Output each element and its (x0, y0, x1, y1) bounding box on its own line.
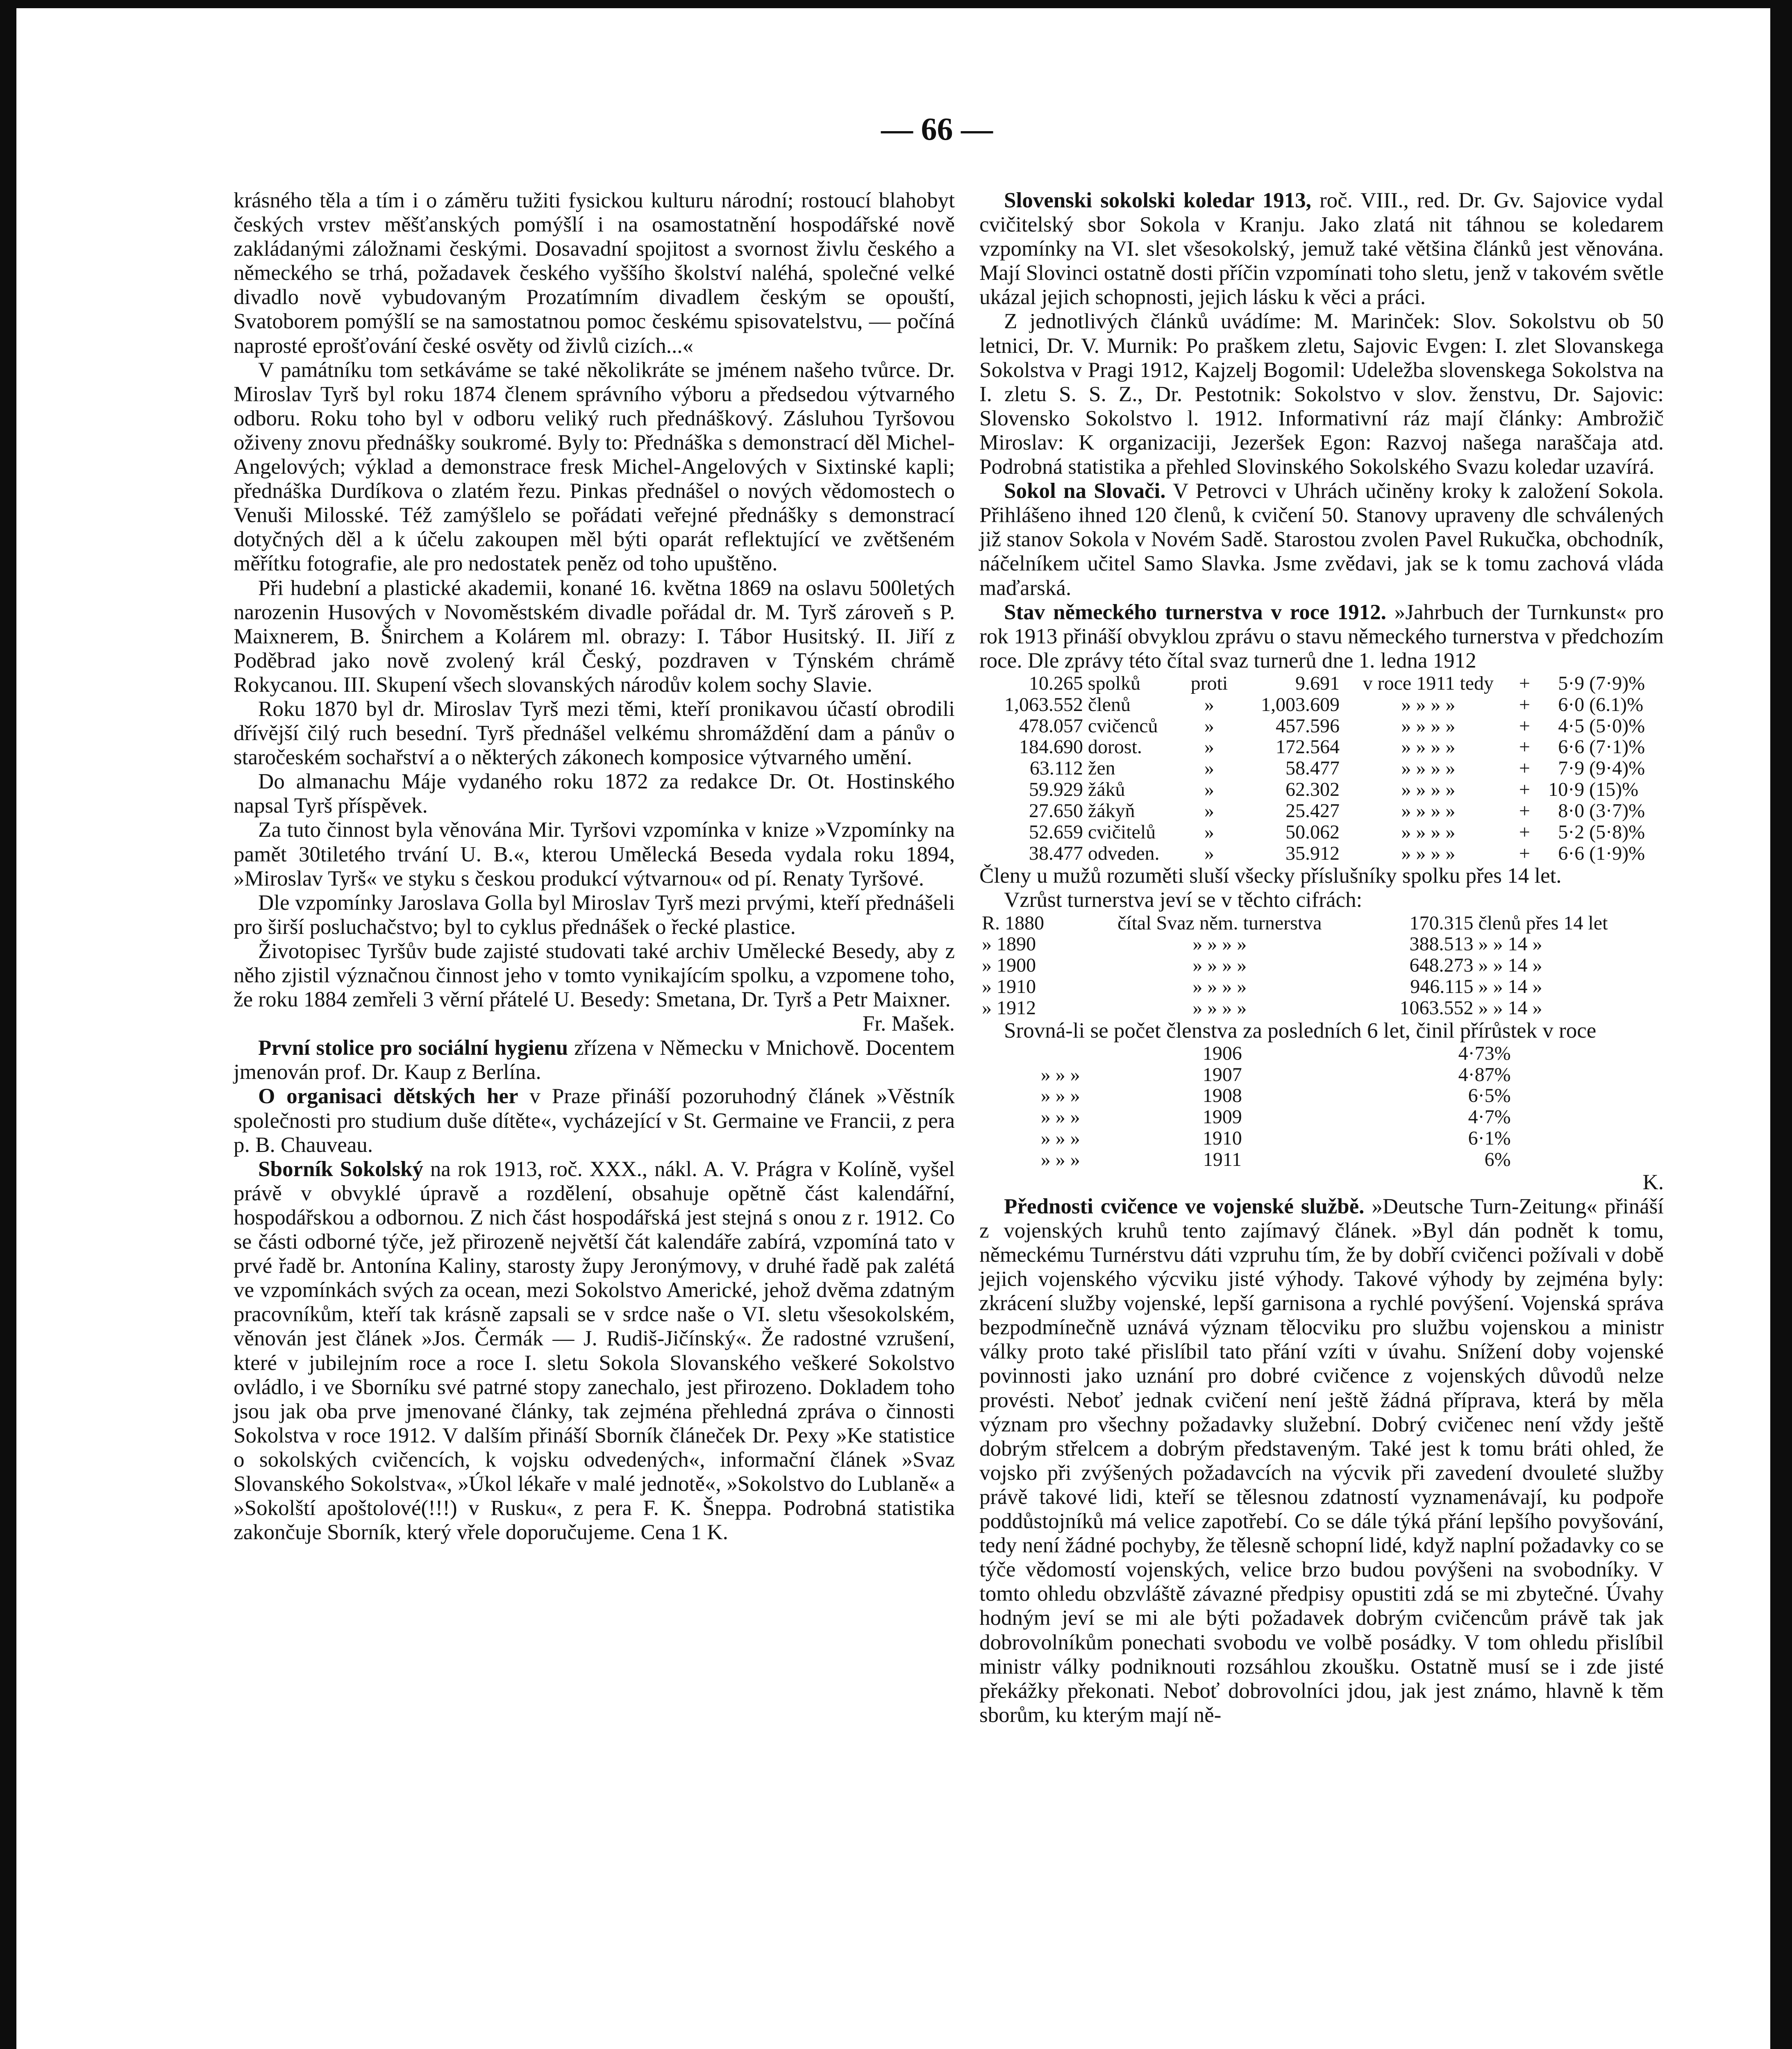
table-cell: 4·7% (1468, 1106, 1511, 1128)
paragraph: Do almanachu Máje vydaného roku 1872 za redakce Dr. Ot. Hostinského napsal Tyrš příspěvek. (234, 770, 955, 818)
table-cell: (7·1)% (1589, 736, 1645, 758)
table-cell: 6·6 (1558, 736, 1585, 758)
table-row (979, 1085, 1513, 1106)
table-cell: odveden. (1088, 842, 1160, 864)
paragraph: V památníku tom setkáváme se také několikráte se jménem našeho tvůrce. Dr. Miroslav Tyrš byl roku 1874 členem správního výboru a předsedou výtvarného odboru. Roku toho byl v odboru veliký ruch přednáškový. Zásluhou Tyršovou oživeny znovu přednášky soukromé. Byly to: Přednáška s demonstrací děl Michel-Angelových; výklad a demonstrace fresk Michel-Angelových v Sixtinské kapli; přednáška Durdíkova o zlatém řezu. Pinkas přednášel o nových vědomostech o Venuši Milosské. Též zamýšlelo se pořádati veřejné přednášky s demonstrací dotyčných děl a k účelu zakoupen měl býti oparát reflektující ve zvětšeném měřítku fotografie, ale pro nedostatek peněz od toho upuštěno. (234, 358, 955, 576)
table-row (979, 758, 1664, 779)
table-row (979, 913, 1664, 934)
table-cell: 4·87% (1458, 1063, 1511, 1086)
paragraph: Za tuto činnost byla věnována Mir. Tyršovi vzpomínka v knize »Vzpomínky na pamět 30tiletého trvání U. B.«, kterou Umělecká Beseda vydala roku 1894, »Miroslav Tyrš« ve styku s českou produkcí výtvarnou« od pí. Renaty Tyršové. (234, 818, 955, 890)
table-cell: 6% (1484, 1148, 1511, 1170)
news-heading: První stolice pro sociální hygienu (258, 1036, 568, 1060)
table-cell: » (1204, 736, 1214, 758)
table-cell: » » » (1040, 1148, 1080, 1170)
table-cell: (6.1)% (1589, 693, 1644, 716)
table-row (979, 843, 1664, 864)
table-row (979, 800, 1664, 822)
table-cell: » » » » (1192, 933, 1247, 955)
news-text: V Petrovci v Uhrách učiněny kroky k založení Sokola. Přihlášeno ihned 120 členů, k cvičení 50. Stanovy upraveny dle schválených již stanov Sokola v Novém Sadě. Starostou zvolen Pavel Rukučka, obchodník, náčelníkem učitel Samo Slavka. Jsme zvědavi, jak se k tomu zachová vláda maďarská. (979, 479, 1664, 600)
table-cell: (5·8)% (1589, 821, 1645, 843)
compare-table (979, 1043, 1513, 1170)
table-row (979, 694, 1664, 716)
table-cell: » (1204, 779, 1214, 801)
table-cell: 1908 (1202, 1085, 1242, 1107)
table-cell: 946.115 (1410, 976, 1474, 997)
table-cell: (5·0)% (1589, 715, 1645, 737)
table-cell: spolků (1088, 672, 1140, 694)
table-cell: » » » » (1192, 976, 1247, 997)
news-text: Z jednotlivých článků uvádíme: M. Marinček: Slov. Sokolstvu ob 50 letnici, Dr. V. Murnik: Po praškem zletu, Sajovic Evgen: I. zlet Slovanskega Sokolstva v Pragi 1912, Kajzelj Bogomil: Udeležba slovenskega Sokolstva na I. zletu S. S. Z., Dr. Pestotnik: Sokolstvo v slov. ženstvu, Dr. Sajovic: Slovensko Sokolstvo l. 1912. Informativní ráz mají články: Ambrožič Miroslav: K organizaciji, Jezeršek Egon: Razvoj našega naraščaja atd. Podrobná statistika a přehled Slovinského Sokolského Svazu koledar uzavírá. (979, 309, 1664, 479)
table-cell: 478.057 (1019, 715, 1083, 737)
news-heading: Sborník Sokolský (258, 1157, 423, 1181)
news-text: zřízena v Německu v Mnichově. Docentem jmenován prof. Dr. Kaup z Berlína. (234, 1036, 955, 1084)
table-cell: 457.596 (1275, 715, 1340, 737)
table-cell: 10·9 (1548, 779, 1585, 801)
table-cell: » (1204, 842, 1214, 864)
table-cell: » 1900 (982, 954, 1036, 977)
table-cell: cvičenců (1088, 715, 1158, 737)
table-row (979, 673, 1664, 694)
growth-intro: Vzrůst turnerstva jeví se v těchto cifrách: (1004, 888, 1363, 912)
table-cell: 6·6 (1558, 842, 1585, 864)
table-cell: + (1519, 715, 1530, 737)
table-cell: členů přes 14 let (1478, 912, 1608, 934)
table-cell: » » 14 » (1478, 954, 1542, 977)
news-text: »Jahrbuch der Turnkunst« pro rok 1913 přináší obvyklou zprávu o stavu německého turnerstva v předchozím roce. Dle zprávy této čítal svaz turnerů dne 1. ledna 1912 (979, 600, 1664, 672)
table-cell: » » » » (1401, 779, 1456, 801)
table-cell: R. 1880 (982, 912, 1045, 934)
table-cell: 5·2 (1558, 821, 1585, 843)
table-cell: 184.690 (1019, 736, 1083, 758)
news-heading: Sokol na Slovači. (1004, 479, 1166, 503)
table-cell: 52.659 (1029, 821, 1083, 843)
table-cell: » » » » (1192, 997, 1247, 1019)
right-column (979, 189, 1664, 1727)
news-item (979, 1195, 1664, 1727)
table-cell: 6·1% (1468, 1127, 1511, 1149)
table-cell: v roce 1911 tedy (1363, 672, 1494, 694)
table-cell: 8·0 (1558, 800, 1585, 822)
table-cell: 648.273 (1409, 954, 1474, 977)
table-cell: 1,063.552 (1004, 693, 1083, 716)
table-cell: » » » » (1401, 757, 1456, 779)
table-cell: 59.929 (1029, 779, 1083, 801)
news-text: »Deutsche Turn-Zeitung« přináší z vojenských kruhů tento zajímavý článek. »Byl dán podnět k tomu, německému Turnérstvu dáti vzpruhu tím, že by dobří cvičenci požívali v době jejich vojenského výcviku jisté výhody. Takové výhody by zejména byly: zkrácení služby vojenské, lepší garnisona a rychlé povýšení. Vojenská správa bezpodmínečně uznává význam tělocviku pro službu vojenskou a ministr války proto také přislíbil tato přání vzíti v úvahu. Snížení doby vojenské povinnosti jako uznání pro dobré cvičence z vojenských důvodů nelze provésti. Neboť jednak cvičení není ještě žádná příprava, která by měla význam pro všechny požadavky služební. Dobrý cvičenec není vždy ještě dobrým střelcem a dobrým představeným. Také jest k tomu bráti ohled, že vojsko při zvýšených požadavcích na výcvik při zavedení dvouleté služby právě takové lidi, kteří se tělesnou zdatností vyznamenávají, ku podpoře poddůstojníků má velice zapotřebí. Co se dále týká přání lepšího povyšování, tedy není žádné pochyby, že tělesně schopní lidé, když naplní požadavky co se týče vědomostí vojenských, velice brzo budou povýšeni na svobodníky. V tomto ohledu obzvláště závazné předpisy opustiti zdá se mi zbytečné. Úvahy hodným jeví se mi ale býti požadavek dobrým cvičencům právě tak jak dobrovolníkům ponechati svobodu ve volbě posádky. V tom ohledu přislíbil ministr války podniknouti rozsáhlou zkoušku. Ostatně musí se i zde jisté překážky překonati. Neboť dobrovolníci jdou, jak jest známo, hlavně k těm sborům, ku kterým mají ně- (979, 1194, 1664, 1727)
table-cell: 172.564 (1275, 736, 1340, 758)
news-text: roč. VIII., red. Dr. Gv. Sajovice vydal cvičitelský sbor Sokola v Kranju. Jako zlatá nit táhnou se koledarem vzpomínky na VI. slet všesokolský, jemuž také většina článků jest věnována. Mají Slovinci ostatně dosti příčin vzpomínati toho sletu, jenž v takovém světle ukázal jejich schopnosti, jejich lásku k věci a práci. (979, 189, 1664, 309)
table-cell: cvičitelů (1088, 821, 1156, 843)
table-cell: » » » (1040, 1063, 1080, 1086)
table-cell: proti (1190, 672, 1228, 694)
table-cell: + (1519, 842, 1530, 864)
table-cell: 50.062 (1285, 821, 1340, 843)
table-row (979, 1149, 1513, 1170)
news-item (979, 189, 1664, 309)
table-row (979, 934, 1664, 955)
table-cell: 1907 (1202, 1063, 1242, 1086)
news-item (234, 1036, 955, 1084)
table-cell: » » » » (1401, 842, 1456, 864)
news-heading: Stav německého turnerstva v roce 1912. (1004, 600, 1386, 624)
table-cell: » 1890 (982, 933, 1036, 955)
table-note: Členy u mužů rozuměti sluší všecky příslušníky spolku přes 14 let. (979, 864, 1562, 888)
table-row (979, 997, 1664, 1019)
table-cell: » » » » (1401, 821, 1456, 843)
table-cell: » (1204, 821, 1214, 843)
table-cell: + (1519, 800, 1530, 822)
table-cell: 4·73% (1458, 1042, 1511, 1064)
table-cell: » » 14 » (1478, 976, 1542, 997)
table-cell: » (1204, 800, 1214, 822)
table-cell: + (1519, 672, 1530, 694)
turner-statistics-table (979, 673, 1664, 864)
paragraph: Dle vzpomínky Jaroslava Golla byl Miroslav Tyrš mezi prvými, kteří přednášeli pro širší posluchačstvo; byl to cyklus přednášek o řecké plastice. (234, 890, 955, 939)
news-item (979, 479, 1664, 600)
paragraph: krásného těla a tím i o záměru tužiti fysickou kulturu národní; rostoucí blahobyt českých vrstev měšťanských pomýšlí i na osamostatnění hospodářské nově zakládanými záložnami českými. Dosavadní spojitost a svornost živlu českého a německého se trhá, požadavek českého vyššího školství naléhá, společné velké divadlo nově vybudovaným Prozatímním divadlem českým se opouští, Svatoborem pomýšlí se na samostatnou pomoc českému spisovatelstvu, — počíná naprosté eprošťování české osvěty od živlů cizích...« (234, 189, 955, 358)
table-cell: 4·5 (1558, 715, 1585, 737)
table-row (979, 1064, 1513, 1086)
table-cell: (9·4)% (1589, 757, 1645, 779)
table-cell: 6·0 (1558, 693, 1585, 716)
table-cell: » (1204, 757, 1214, 779)
news-item (979, 600, 1664, 673)
table-row (979, 1106, 1513, 1128)
signature: K. (1642, 1170, 1664, 1194)
page (16, 8, 1770, 2049)
table-cell: žen (1088, 757, 1115, 779)
table-cell: » » » » (1401, 715, 1456, 737)
table-cell: + (1519, 821, 1530, 843)
table-cell: 170.315 (1409, 912, 1474, 934)
table-cell: 62.302 (1285, 779, 1340, 801)
paragraph: Roku 1870 byl dr. Miroslav Tyrš mezi těmi, kteří pronikavou účastí obrodili dřívější čilý ruch besední. Tyrš přednášel velkému shromáždění dam a pánův o staročeském sochařství a o některých zákonech komposice výtvarného umění. (234, 697, 955, 770)
table-cell: 1909 (1202, 1106, 1242, 1128)
table-cell: 58.477 (1285, 757, 1340, 779)
table-row (979, 779, 1664, 800)
paragraph: Životopisec Tyršův bude zajisté studovati také archiv Umělecké Besedy, aby z něho zjistil význačnou činnost jeho v tomto vynikajícím spolku, a vzpomene toho, že roku 1884 zemřeli 3 věrní přátelé U. Besedy: Smetana, Dr. Tyrš a Petr Maixner. (234, 939, 955, 1012)
table-cell: + (1519, 736, 1530, 758)
table-cell: 1906 (1202, 1042, 1242, 1064)
table-cell (979, 1043, 1141, 1064)
news-heading: Přednosti cvičence ve vojenské službě. (1004, 1194, 1365, 1218)
table-cell: (15)% (1589, 779, 1639, 801)
table-cell: 6·5% (1468, 1085, 1511, 1107)
table-cell: čítal Svaz něm. turnerstva (1117, 912, 1322, 934)
table-cell: (1·9)% (1589, 842, 1645, 864)
table-cell: 1911 (1203, 1148, 1242, 1170)
news-item (234, 1157, 955, 1545)
table-cell: » » » » (1192, 954, 1247, 977)
table-cell: » » » (1040, 1085, 1080, 1107)
table-row (979, 716, 1664, 737)
table-cell: 1910 (1202, 1127, 1242, 1149)
table-cell: » (1204, 693, 1214, 716)
table-cell: » » » (1040, 1127, 1080, 1149)
table-row (979, 955, 1664, 976)
page-number: — 66 — (881, 111, 993, 147)
table-cell: » » » (1040, 1106, 1080, 1128)
table-cell: 388.513 (1409, 933, 1474, 955)
table-cell: » » » » (1401, 693, 1456, 716)
table-cell: » 1912 (982, 997, 1036, 1019)
table-cell: » » » » (1401, 736, 1456, 758)
table-cell: 7·9 (1558, 757, 1585, 779)
table-cell: žáků (1088, 779, 1125, 801)
table-row (979, 1043, 1513, 1064)
table-row (979, 736, 1664, 758)
table-cell: 5·9 (1558, 672, 1585, 694)
table-row (979, 976, 1664, 997)
table-cell: + (1519, 757, 1530, 779)
news-item (234, 1084, 955, 1157)
news-text: v Praze přináší pozoruhodný článek »Věstník společnosti pro studium duše dítěte«, vycházející v St. Germaine ve Francii, z pera p. B. Chauveau. (234, 1084, 955, 1157)
table-cell: 35.912 (1285, 842, 1340, 864)
growth-table (979, 913, 1664, 1019)
news-heading: O organisaci dětských her (258, 1084, 518, 1109)
table-cell: žákyň (1088, 800, 1135, 822)
table-cell: » » 14 » (1478, 997, 1542, 1019)
news-item (979, 309, 1664, 479)
table-cell: + (1519, 693, 1530, 716)
table-cell: » 1910 (982, 976, 1036, 997)
signature: Fr. Mašek. (862, 1012, 955, 1036)
paragraph: Při hudební a plastické akademii, konané 16. května 1869 na oslavu 500letých narozenin Husových v Novoměstském divadle pořádal dr. M. Tyrš zároveň s P. Maixnerem, B. Šnirchem a Kolárem ml. obrazy: I. Tábor Husitský. II. Jiří z Poděbrad jako nově zvolený král Český, pozdraven v Týnském chrámě Rokycanou. III. Skupení všech slovanských národův kolem sochy Slavie. (234, 576, 955, 697)
table-cell: » » » » (1401, 800, 1456, 822)
table-cell: 38.477 (1029, 842, 1083, 864)
table-cell: (7·9)% (1589, 672, 1645, 694)
table-cell: 9.691 (1295, 672, 1340, 694)
table-cell: » (1204, 715, 1214, 737)
table-cell: » » 14 » (1478, 933, 1542, 955)
table-cell: 10.265 (1029, 672, 1083, 694)
table-cell: 63.112 (1029, 757, 1083, 779)
news-heading: Slovenski sokolski koledar 1913, (1004, 189, 1311, 212)
table-cell: dorost. (1088, 736, 1142, 758)
table-cell: + (1519, 779, 1530, 801)
compare-intro: Srovná-li se počet členstva za posledních 6 let, činil přírůstek v roce (1004, 1018, 1597, 1043)
table-cell: členů (1088, 693, 1131, 716)
table-cell: 27.650 (1029, 800, 1083, 822)
table-row (979, 1128, 1513, 1149)
table-cell: (3·7)% (1589, 800, 1645, 822)
table-row (979, 822, 1664, 843)
left-column (234, 189, 955, 1545)
table-cell: 1,003.609 (1261, 693, 1340, 716)
table-cell: 25.427 (1285, 800, 1340, 822)
table-cell: 1063.552 (1399, 997, 1474, 1019)
news-text: na rok 1913, roč. XXX., nákl. A. V. Prágra v Kolíně, vyšel právě v obvyklé úpravě a rozdělení, obsahuje opětně část kalendářní, hospodářskou a odbornou. Z nich část hospodářská jest stejná s onou z r. 1912. Co se části odborné týče, jež přirozeně největší čát kalendáře zabírá, vzpomíná tato v prvé řadě br. Antonína Kaliny, starosty župy Jeronýmovy, v druhé řadě pak zalétá ve vzpomínkách svých za ocean, mezi Sokolstvo Americké, jehož dvěma zdatným pracovníkům, kteří tak krásně zapsali se v srdce naše o VI. sletu všesokolském, věnován jest článek »Jos. Čermák — J. Rudiš-Jičínský«. Že radostné vzrušení, které v jubilejním roce a roce I. sletu Sokola Slovanského veškeré Sokolstvo ovládlo, i ve Sborníku své patrné stopy zanechalo, jest přirozeno. Dokladem toho jsou jak oba prve jmenované články, tak zejména přehledná zpráva o činnosti Sokolstva v roce 1912. V dalším přináší Sborník článeček Dr. Pexy »Ke statistice o sokolských cvičencích, k vojsku odvedených«, informační článek »Svaz Slovanského Sokolstva«, »Úkol lékaře v malé jednotě«, »Sokolstvo do Lublaně« a »Sokolští apoštolové(!!!) v Rusku«, z pera F. K. Šneppa. Podrobná statistika zakončuje Sborník, který vřele doporučujeme. Cena 1 K. (234, 1157, 955, 1545)
